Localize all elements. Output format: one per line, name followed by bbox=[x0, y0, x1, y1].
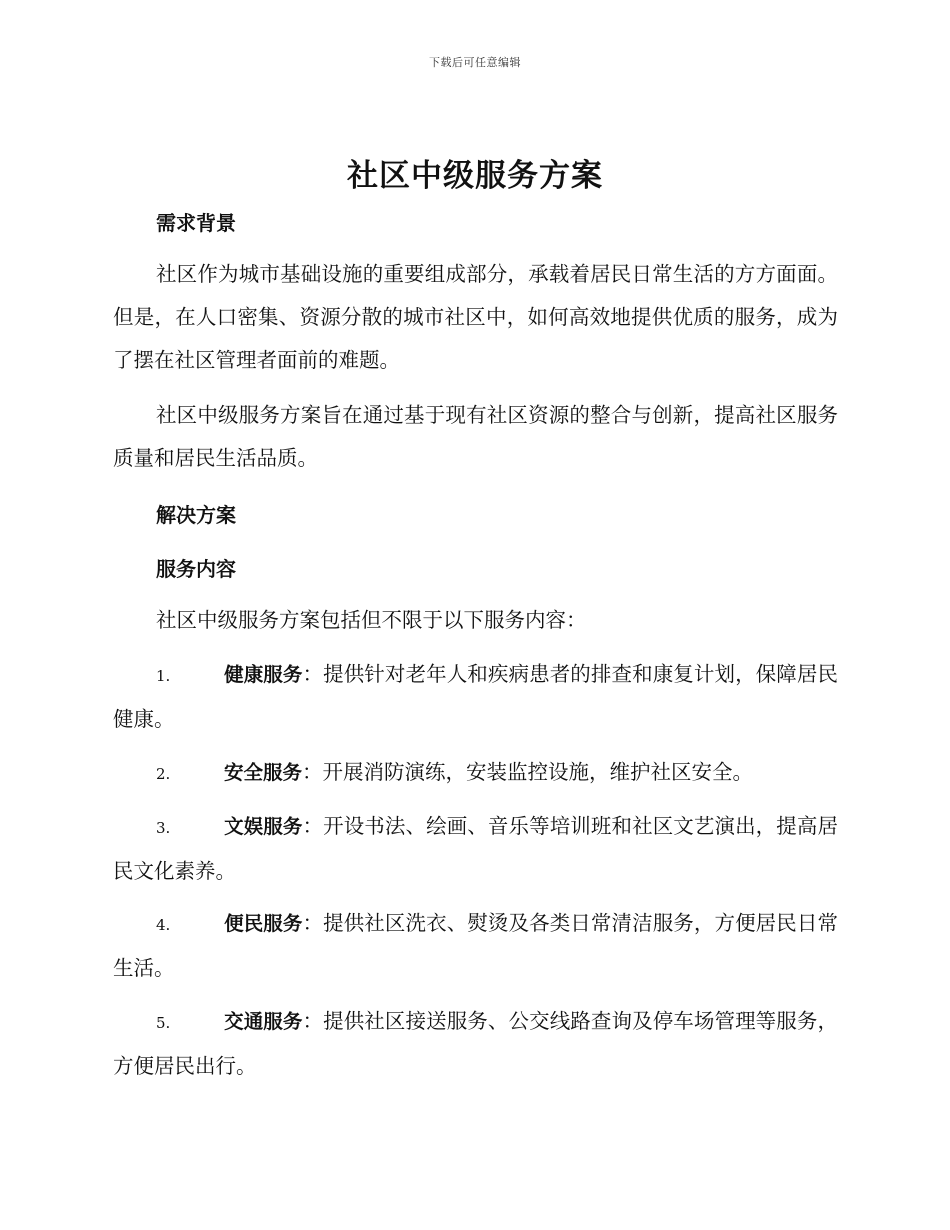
heading-background: 需求背景 bbox=[156, 211, 236, 235]
list-item-number: 1. bbox=[156, 667, 171, 685]
list-item bbox=[113, 805, 838, 893]
paragraph-intro: 社区中级服务方案包括但不限于以下服务内容： bbox=[156, 608, 587, 632]
list-item bbox=[113, 1000, 838, 1088]
heading-service-content: 服务内容 bbox=[156, 557, 236, 581]
paragraph-background-2: 社区中级服务方案旨在通过基于现有社区资源的整合与创新，提高社区服务质量和居民生活品质。 bbox=[113, 403, 838, 470]
list-item-number: 4. bbox=[156, 916, 171, 934]
list-item-label: 文娱服务 bbox=[224, 815, 303, 838]
list-item-number: 2. bbox=[156, 765, 171, 783]
list-item-number: 3. bbox=[156, 819, 171, 837]
paragraph-background-1: 社区作为城市基础设施的重要组成部分，承载着居民日常生活的方方面面。但是，在人口密集、资源分散的城市社区中，如何高效地提供优质的服务，成为了摆在社区管理者面前的难题。 bbox=[113, 262, 838, 372]
list-item-text: ：开展消防演练，安装监控设施，维护社区安全。 bbox=[302, 760, 754, 784]
list-item bbox=[113, 751, 838, 796]
list-item-label: 交通服务 bbox=[224, 1010, 303, 1033]
heading-solution: 解决方案 bbox=[156, 503, 236, 527]
list-item-label: 便民服务 bbox=[224, 912, 303, 935]
list-item-label: 健康服务 bbox=[224, 663, 303, 686]
document-title: 社区中级服务方案 bbox=[347, 158, 603, 194]
list-item-text: ：提供针对老年人和疾病患者的排查和康复计划，保障居民健康。 bbox=[113, 662, 838, 731]
list-item-label: 安全服务 bbox=[224, 761, 303, 784]
list-item-number: 5. bbox=[156, 1014, 171, 1032]
list-item-text: ：开设书法、绘画、音乐等培训班和社区文艺演出，提高居民文化素养。 bbox=[113, 814, 838, 883]
header-note: 下载后可任意编辑 bbox=[429, 56, 521, 69]
list-item-text: ：提供社区洗衣、熨烫及各类日常清洁服务，方便居民日常生活。 bbox=[113, 911, 838, 980]
list-item-text: ：提供社区接送服务、公交线路查询及停车场管理等服务，方便居民出行。 bbox=[113, 1009, 838, 1078]
list-item bbox=[113, 653, 838, 741]
list-item bbox=[113, 902, 838, 990]
